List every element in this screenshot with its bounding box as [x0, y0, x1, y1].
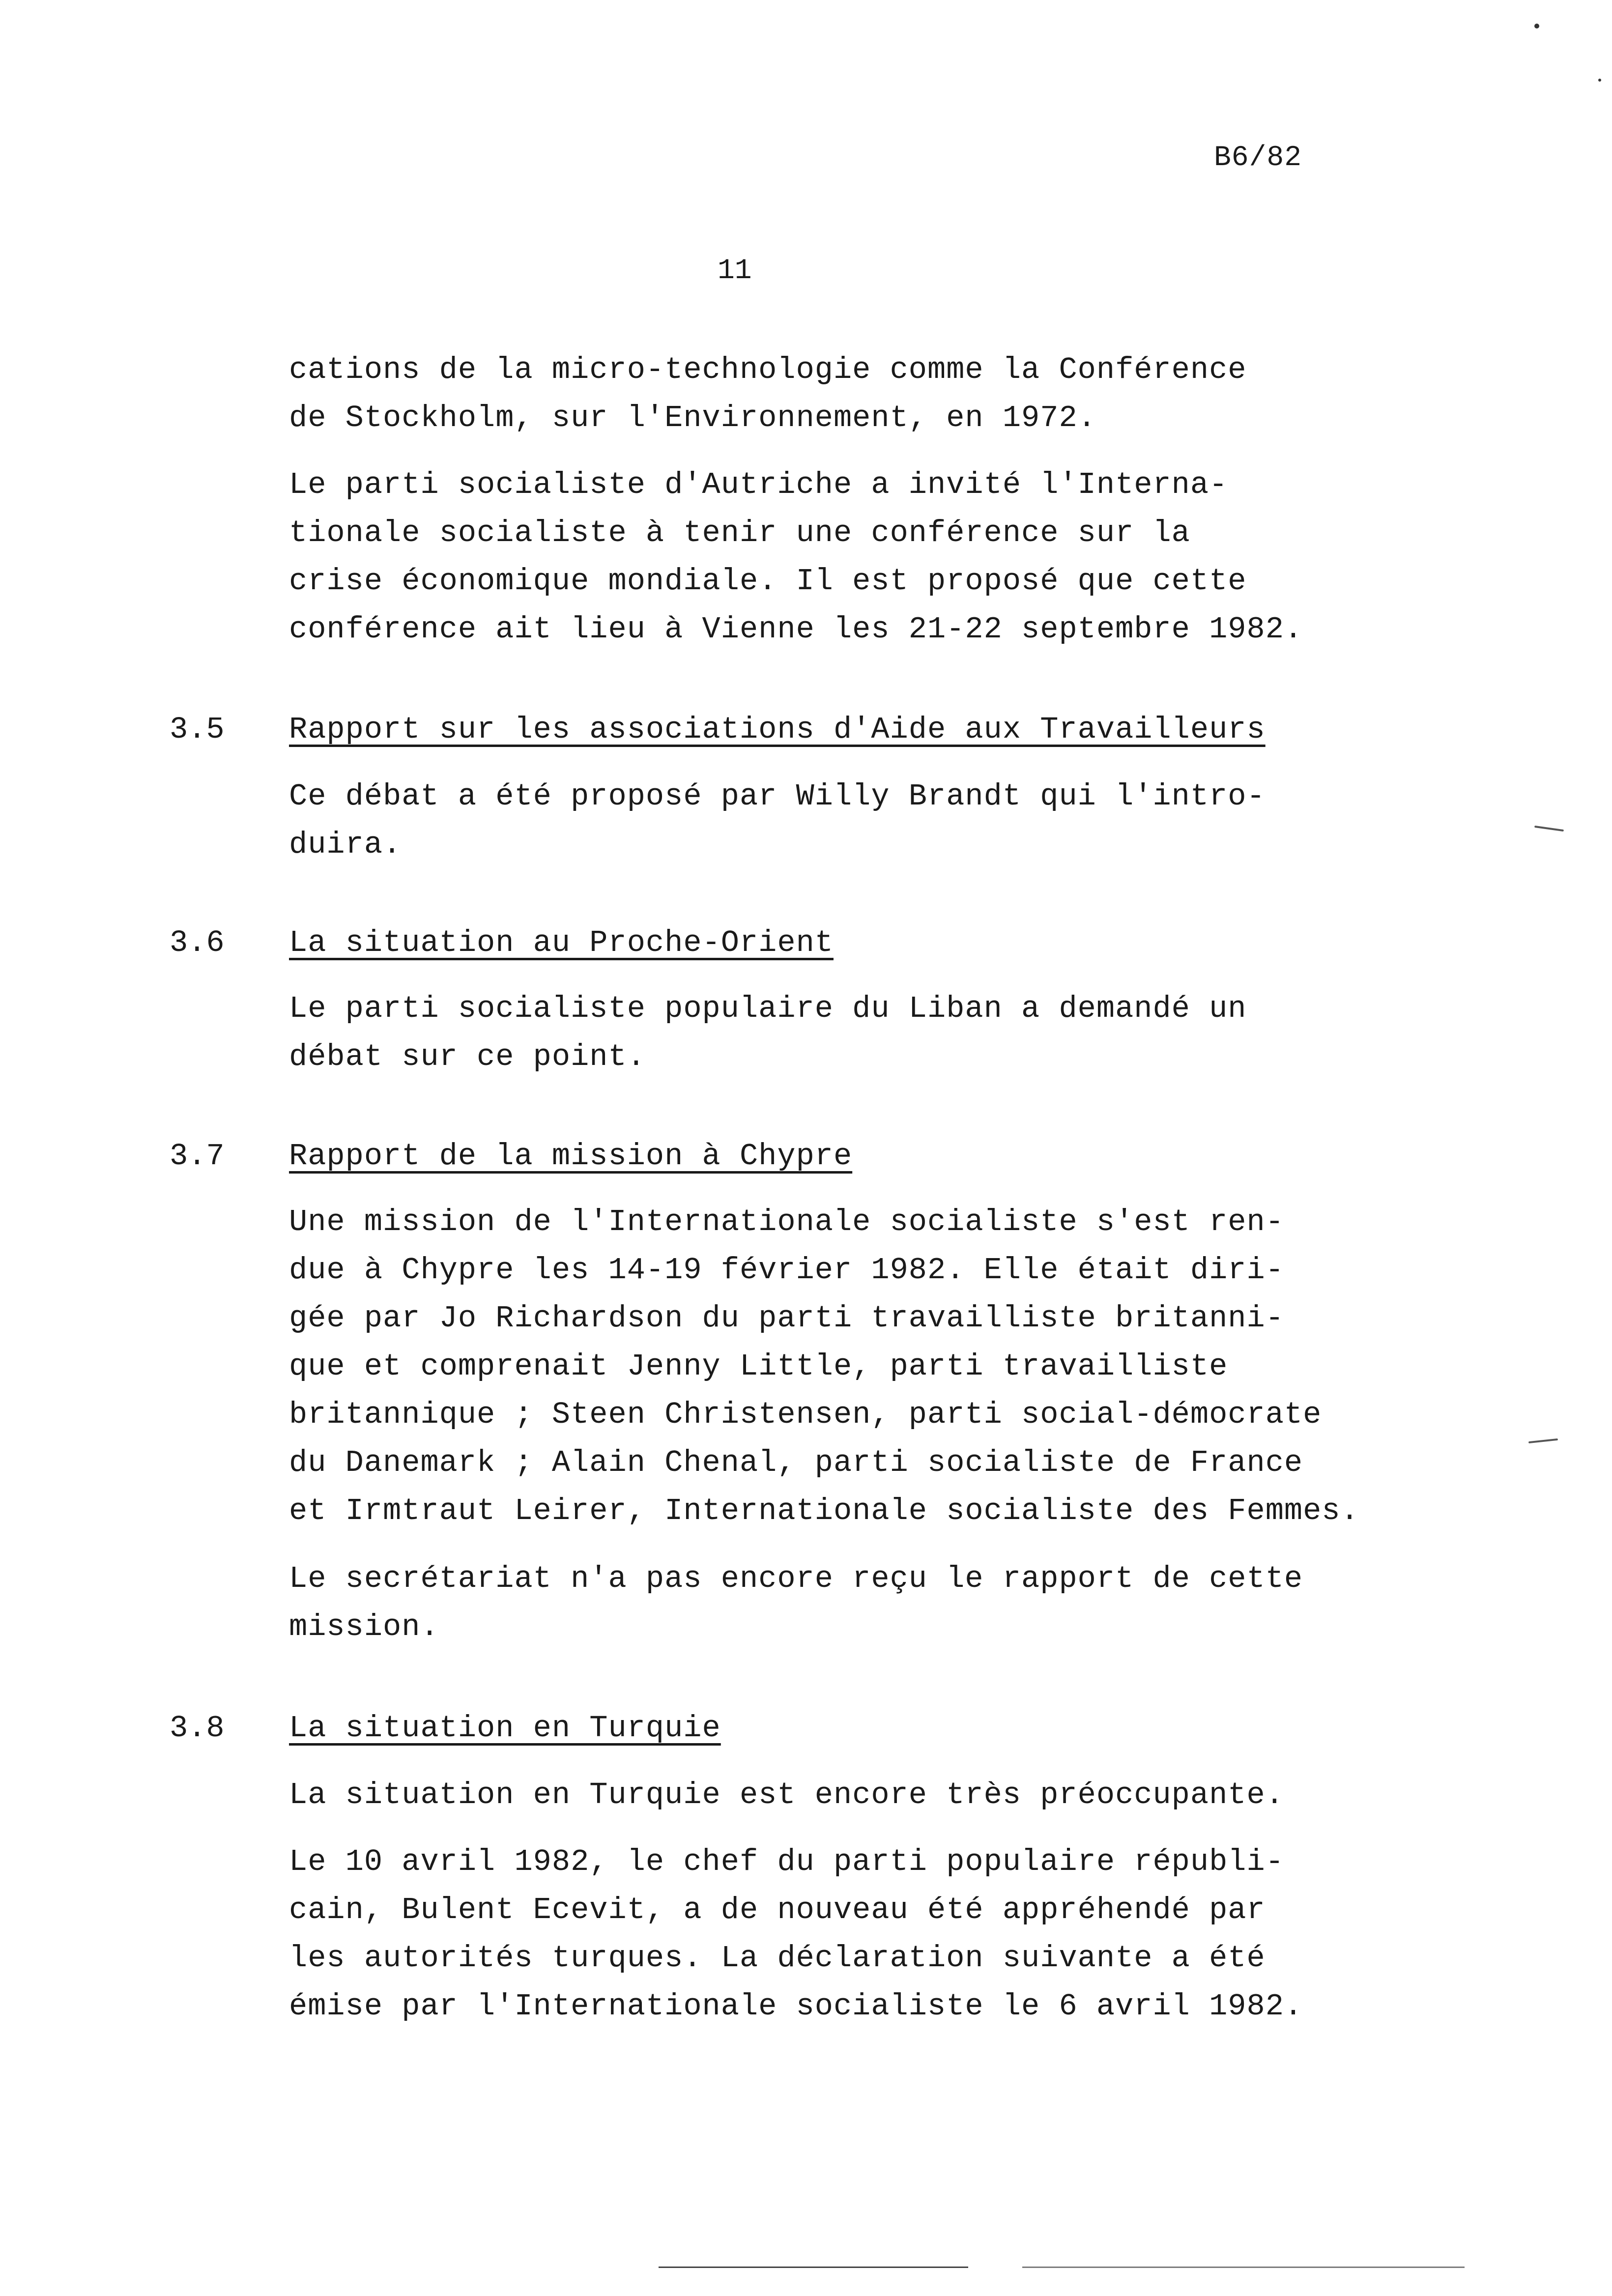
- paragraph-line: Le secrétariat n'a pas encore reçu le rapport de cette: [289, 1561, 1303, 1596]
- section-number: 3.8: [170, 1711, 225, 1746]
- paragraph-line: cations de la micro-technologie comme la Conférence: [289, 352, 1247, 387]
- paragraph-line: émise par l'Internationale socialiste le 6 avril 1982.: [289, 1989, 1303, 2024]
- paragraph-line: conférence ait lieu à Vienne les 21-22 septembre 1982.: [289, 612, 1303, 647]
- scan-edge-line: [1022, 2267, 1465, 2268]
- paragraph-line: duira.: [289, 827, 402, 862]
- paragraph-line: que et comprenait Jenny Little, parti travailliste: [289, 1349, 1228, 1384]
- scan-speck: [1534, 24, 1539, 29]
- section-heading: Rapport de la mission à Chypre: [289, 1139, 853, 1174]
- paragraph-line: crise économique mondiale. Il est proposé que cette: [289, 564, 1247, 599]
- section-heading: La situation en Turquie: [289, 1711, 721, 1746]
- section-heading: Rapport sur les associations d'Aide aux Travailleurs: [289, 712, 1266, 747]
- paragraph-line: cain, Bulent Ecevit, a de nouveau été appréhendé par: [289, 1893, 1266, 1927]
- paragraph-line: Le 10 avril 1982, le chef du parti populaire républi-: [289, 1844, 1284, 1879]
- section-number: 3.6: [170, 925, 225, 960]
- paragraph-line: du Danemark ; Alain Chenal, parti socialiste de France: [289, 1445, 1303, 1480]
- paragraph-line: Ce débat a été proposé par Willy Brandt qui l'intro-: [289, 779, 1266, 814]
- margin-mark: [1528, 1438, 1558, 1443]
- paragraph-line: Le parti socialiste populaire du Liban a demandé un: [289, 991, 1247, 1026]
- scan-edge-line: [659, 2267, 968, 2268]
- paragraph-line: tionale socialiste à tenir une conférence sur la: [289, 516, 1190, 550]
- paragraph-line: britannique ; Steen Christensen, parti social-démocrate: [289, 1397, 1322, 1432]
- paragraph-line: de Stockholm, sur l'Environnement, en 1972.: [289, 401, 1096, 435]
- paragraph-line: Le parti socialiste d'Autriche a invité l'Interna-: [289, 467, 1228, 502]
- paragraph-line: gée par Jo Richardson du parti travailliste britanni-: [289, 1301, 1284, 1336]
- paragraph-line: et Irmtraut Leirer, Internationale socialiste des Femmes.: [289, 1493, 1359, 1528]
- page-number: 11: [718, 255, 752, 287]
- scan-speck: [1598, 79, 1601, 82]
- section-number: 3.5: [170, 712, 225, 747]
- paragraph-line: due à Chypre les 14-19 février 1982. Elle était diri-: [289, 1253, 1284, 1288]
- paragraph-line: les autorités turques. La déclaration suivante a été: [289, 1941, 1266, 1976]
- document-reference: B6/82: [1214, 142, 1302, 174]
- paragraph-line: Une mission de l'Internationale socialiste s'est ren-: [289, 1205, 1284, 1239]
- section-number: 3.7: [170, 1139, 225, 1174]
- paragraph-line: La situation en Turquie est encore très préoccupante.: [289, 1778, 1284, 1812]
- paragraph-line: mission.: [289, 1609, 439, 1644]
- margin-mark: [1534, 826, 1564, 832]
- section-heading: La situation au Proche-Orient: [289, 925, 834, 960]
- paragraph-line: débat sur ce point.: [289, 1039, 646, 1074]
